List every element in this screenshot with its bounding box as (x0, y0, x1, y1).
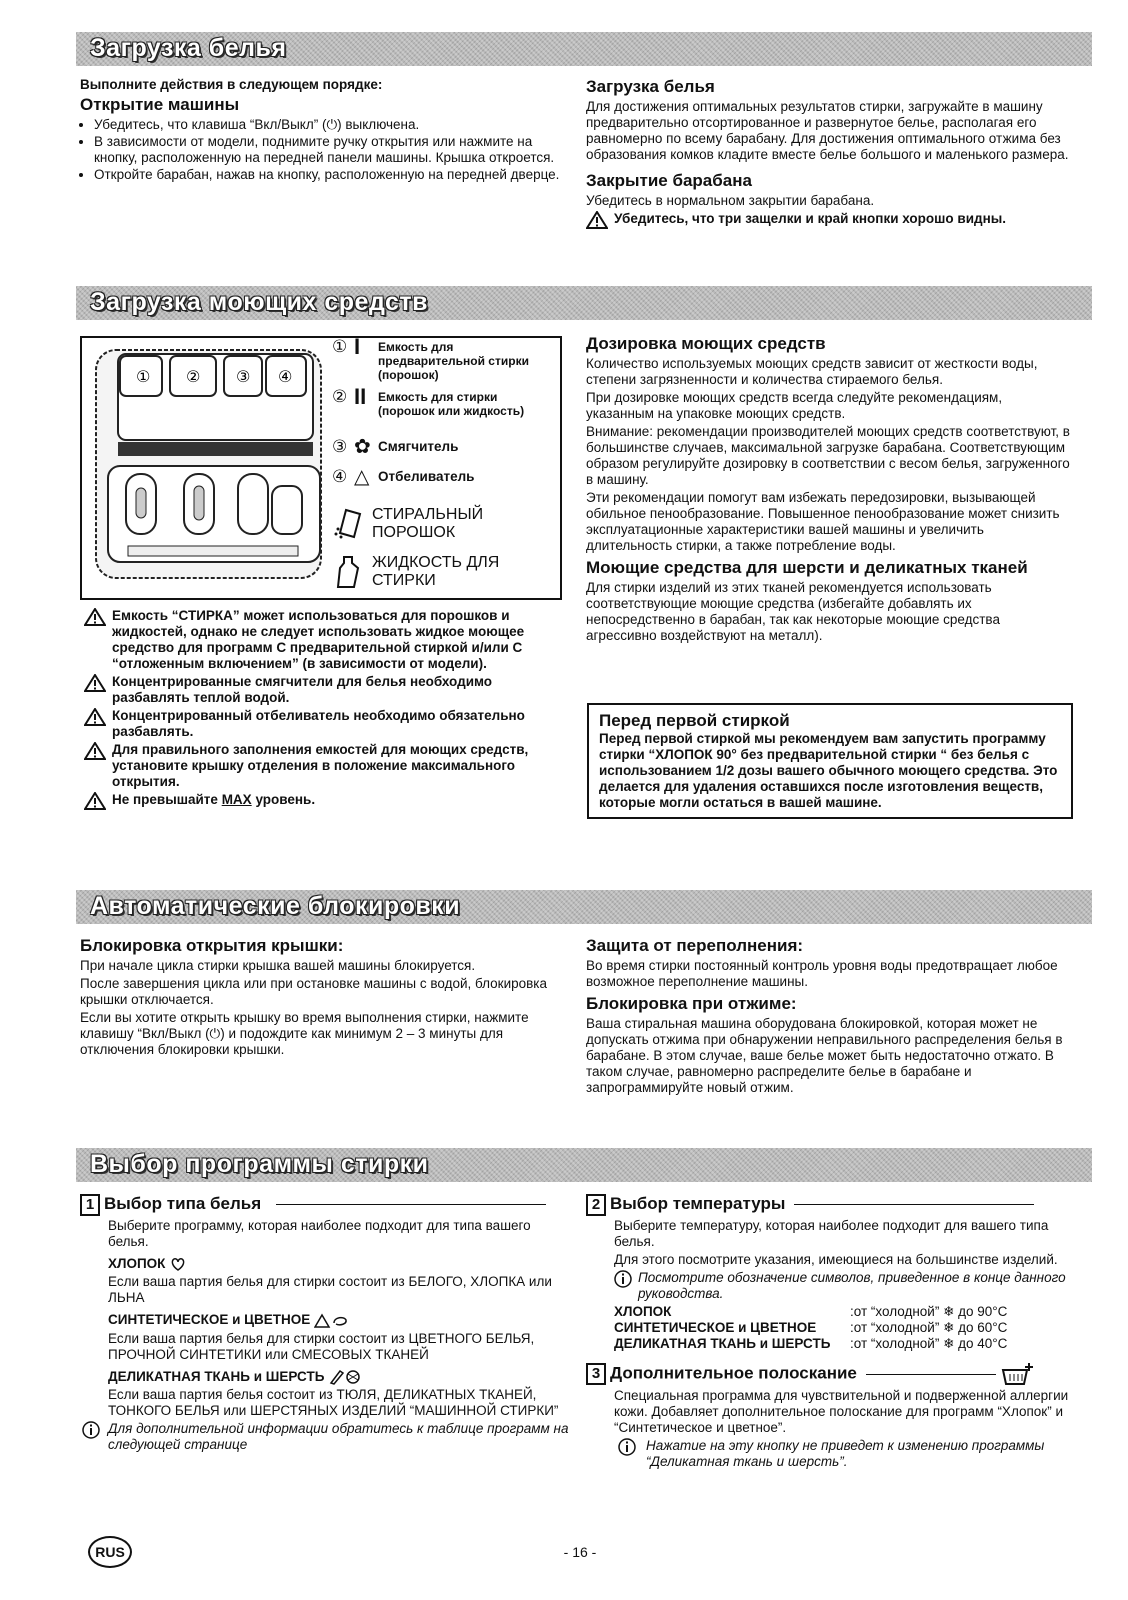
step-number: 2 (586, 1194, 606, 1216)
legend-row: ① I Емкость для предварительной стирки (порошок) (332, 334, 529, 382)
warning-item: Не превышайте MAX уровень. (84, 792, 562, 808)
overflow-title: Защита от переполнения: (586, 936, 804, 955)
open-title: Открытие машины (80, 95, 240, 114)
section-header-program (76, 1148, 1092, 1182)
info-icon (614, 1270, 632, 1288)
synthetic-heading: СИНТЕТИЧЕСКОЕ и ЦВЕТНОЕ (108, 1312, 570, 1328)
legend-row: ③ ✿ Смягчитель (332, 436, 459, 458)
warning-icon (84, 608, 106, 626)
lid-lock-text: После завершения цикла или при остановке машины с водой, блокировка крышки отключается. (80, 976, 548, 1007)
program-right-column (586, 1194, 1076, 1472)
compartment-label: ③ (236, 367, 251, 386)
dosage-column (586, 334, 1072, 646)
warning-item: Концентрированные смягчители для белья необходимо разбавлять теплой водой. (84, 674, 562, 706)
delicate-heading: ДЕЛИКАТНАЯ ТКАНЬ и ШЕРСТЬ (108, 1369, 570, 1385)
info-icon (618, 1438, 636, 1456)
lid-lock-text: Если вы хотите открыть крышку во время выполнения стирки, нажмите клавишу “Вкл/Выкл (⏻) и подождите как минимум 2 – 3 минуты для отключения блокировки крышки. (80, 1010, 529, 1057)
detergent-drawer-illustration (88, 346, 333, 586)
step-3-title: 3 Дополнительное полоскание (586, 1362, 1076, 1386)
section-header-locks (76, 890, 1092, 924)
step-2-title: 2 Выбор температуры (586, 1194, 1076, 1216)
list-item: • В зависимости от модели, поднимите ручку открытия или нажмите на кнопку, расположенную на передней панели машины. Крышка откроется. (94, 134, 562, 166)
liquid-bottle-icon (332, 554, 364, 590)
close-title: Закрытие барабана (586, 171, 752, 190)
section-title: Загрузка моющих средств (90, 288, 429, 316)
dose-title: Дозировка моющих средств (586, 334, 826, 353)
spin-lock-title: Блокировка при отжиме: (586, 994, 797, 1013)
close-warning: Убедитесь, что три защелки и край кнопки хорошо видны. (586, 211, 1072, 227)
section-title: Выбор программы стирки (90, 1150, 429, 1178)
legend-row: ② II Емкость для стирки (порошок или жидкость) (332, 384, 525, 418)
info-icon (82, 1421, 100, 1439)
step-number: 1 (80, 1194, 100, 1216)
temp-row: ДЕЛИКАТНАЯ ТКАНЬ и ШЕРСТЬ :от “холодной” ❄ до 40°C (614, 1336, 1008, 1351)
section-title: Загрузка белья (90, 34, 287, 62)
dose-paragraph: Эти рекомендации помогут вам избежать передозировки, вызывающей обильное пенообразование. Повышенное пенообразование может снизить эксплуатационные характеристики вашей машины и увеличить длительность стирки, а также потребление воды. (586, 490, 1060, 553)
overflow-text: Во время стирки постоянный контроль уровня воды предотвращает любое возможное переполнение машины. (586, 958, 1058, 989)
powder-icon (332, 507, 364, 541)
step-1-title: 1 Выбор типа белья (80, 1194, 570, 1216)
powder-legend: СТИРАЛЬНЫЙ ПОРОШОК (332, 502, 560, 546)
warning-item: Концентрированный отбеливатель необходимо обязательно разбавлять. (84, 708, 562, 740)
section-title: Автоматические блокировки (90, 892, 461, 920)
lid-lock-title: Блокировка открытия крышки: (80, 936, 344, 955)
first-wash-title: Перед первой стиркой (599, 711, 790, 730)
detergent-drawer-figure (80, 336, 562, 600)
info-note: Для дополнительной информации обратитесь к таблице программ на следующей странице (80, 1421, 570, 1453)
detergent-warnings (84, 608, 562, 810)
lid-lock-text: При начале цикла стирки крышка вашей машины блокируется. (80, 958, 476, 973)
compartment-label: ④ (278, 367, 293, 386)
load-text: Для достижения оптимальных результатов стирки, загружайте в машину предварительно отсортированное и развернутое белье, располагая его равномерно по всему барабану. Для достижения оптимального отжима без образования комков кладите вместе белье большого и маленького размера. (586, 99, 1069, 162)
info-note: Нажатие на эту кнопку не приведет к изменению программы “Деликатная ткань и шерсть”. (614, 1438, 1076, 1470)
step-number: 3 (586, 1363, 606, 1385)
cotton-heading: ХЛОПОК (108, 1256, 570, 1272)
temp-row: ХЛОПОК :от “холодной” ❄ до 90°C (614, 1304, 1008, 1319)
warning-icon (586, 211, 608, 229)
dose-paragraph: Количество используемых моющих средств зависит от жесткости воды, степени загрязненности и количества стираемого белья. (586, 356, 1038, 387)
liquid-legend: ЖИДКОСТЬ ДЛЯ СТИРКИ (332, 550, 560, 594)
first-wash-text: Перед первой стиркой мы рекомендуем вам запустить программу стирки “ХЛОПОК 90° без предварительной стирки “ без белья с использованием 1/2 дозы вашего обычного моющего средства. Это делается для удаления оставшихся после изготовления веществ, которые могли остаться в вашей машине. (599, 731, 1058, 810)
synthetic-icon (314, 1313, 348, 1329)
loading-right-column (586, 77, 1072, 229)
loading-intro: Выполните действия в следующем порядке: (80, 77, 383, 92)
close-text: Убедитесь в нормальном закрытии барабана. (586, 193, 875, 208)
warning-icon (84, 708, 106, 726)
list-item: • Убедитесь, что клавиша “Вкл/Выкл” (⏻) выключена. (94, 117, 562, 133)
compartment-legend (332, 334, 560, 594)
loading-left-column (80, 77, 562, 184)
warning-icon (84, 674, 106, 692)
section-header-detergent (76, 286, 1092, 320)
delicate-icon (328, 1369, 362, 1385)
warning-item: Емкость “СТИРКА” может использоваться для порошков и жидкостей, однако не следует использовать жидкое моющее средство для программ С предварительной стиркой и/или С “отложенным включением” (в зависимости от модели). (84, 608, 562, 672)
extra-rinse-icon (1000, 1362, 1034, 1386)
step-2-body: Выберите температуру, которая наиболее подходит для вашего типа белья. Для этого посмотрите указания, имеющиеся на большинстве изделий. Посмотрите обозначение символов, приведенное в конце данного руководства. ХЛОПОК :от “холодной” ❄ до 90°C СИНТЕТИЧЕСКОЕ и ЦВЕТНОЕ :от “холодной” ❄ до 60°C ДЕЛИКАТНАЯ ТКАНЬ и ШЕРСТЬ :от “холодной” ❄ до 40°C (586, 1218, 1076, 1352)
locks-left-column (80, 936, 566, 1060)
step-3-body: Специальная программа для чувствительной и подверженной аллергии кожи. Добавляет дополнительное полоскание для программ “Хлопок” и “Синтетическое и цветное”. Нажатие на эту кнопку не приведет к изменению программы “Деликатная ткань и шерсть”. (586, 1388, 1076, 1470)
locks-right-column (586, 936, 1072, 1098)
program-left-column (80, 1194, 570, 1455)
dose-paragraph: Внимание: рекомендации производителей моющих средств соответствуют, в большинстве случаев, максимальной загрузке барабана. Соответствующим образом регулируйте дозировку в соответствии с весом белья, загруженного в машину. (586, 424, 1070, 487)
load-title: Загрузка белья (586, 77, 715, 96)
first-wash-box (587, 703, 1073, 819)
cotton-icon (169, 1256, 187, 1272)
info-note: Посмотрите обозначение символов, приведенное в конце данного руководства. (614, 1270, 1076, 1302)
section-header-loading (76, 32, 1092, 66)
language-badge: RUS (88, 1536, 132, 1568)
warning-icon (84, 792, 106, 810)
compartment-label: ② (186, 367, 201, 386)
legend-row: ④ △ Отбеливатель (332, 466, 475, 488)
compartment-label: ① (136, 367, 151, 386)
warning-item: Для правильного заполнения емкостей для моющих средств, установите крышку отделения в положение максимального открытия. (84, 742, 562, 790)
spin-lock-text: Ваша стиральная машина оборудована блокировкой, которая может не допускать отжима при обнаружении неправильного распределения белья в барабане. В этом случае, ваше белье может быть недостаточно отжато. В таком случае, равномерно распределите белье в барабане и запрограммируйте новый отжим. (586, 1016, 1063, 1095)
page-number: - 16 - (563, 1544, 597, 1560)
temp-row: СИНТЕТИЧЕСКОЕ и ЦВЕТНОЕ :от “холодной” ❄ до 60°C (614, 1320, 1008, 1335)
step-1-body: Выберите программу, которая наиболее подходит для типа вашего белья. ХЛОПОК Если ваша партия белья для стирки состоит из БЕЛОГО, ХЛОПКА или ЛЬНА СИНТЕТИЧЕСКОЕ и ЦВЕТНОЕ Если ваша партия белья для стирки состоит из ЦВЕТНОГО БЕЛЬЯ, ПРОЧНОЙ СИНТЕТИКИ или СМЕСОВЫХ ТКАНЕЙ ДЕЛИКАТНАЯ ТКАНЬ и ШЕРСТЬ Если ваша партия белья состоит из ТЮЛЯ, ДЕЛИКАТНЫХ ТКАНЕЙ, ТОНКОГО БЕЛЬЯ или ШЕРСТЯНЫХ ИЗДЕЛИЙ “МАШИННОЙ СТИРКИ” (80, 1218, 570, 1419)
open-steps-list (80, 117, 562, 183)
wool-title: Моющие средства для шерсти и деликатных тканей (586, 558, 1028, 577)
wool-text: Для стирки изделий из этих тканей рекомендуется использовать соответствующие моющие средства (избегайте добавлять их непосредственно в барабан, так как некоторые моющие средства агрессивно воздействуют на металл). (586, 580, 1000, 643)
list-item: • Откройте барабан, нажав на кнопку, расположенную на передней дверце. (94, 167, 562, 183)
warning-icon (84, 742, 106, 760)
dose-paragraph: При дозировке моющих средств всегда следуйте рекомендациям, указанным на упаковке моющих средств. (586, 390, 1003, 421)
